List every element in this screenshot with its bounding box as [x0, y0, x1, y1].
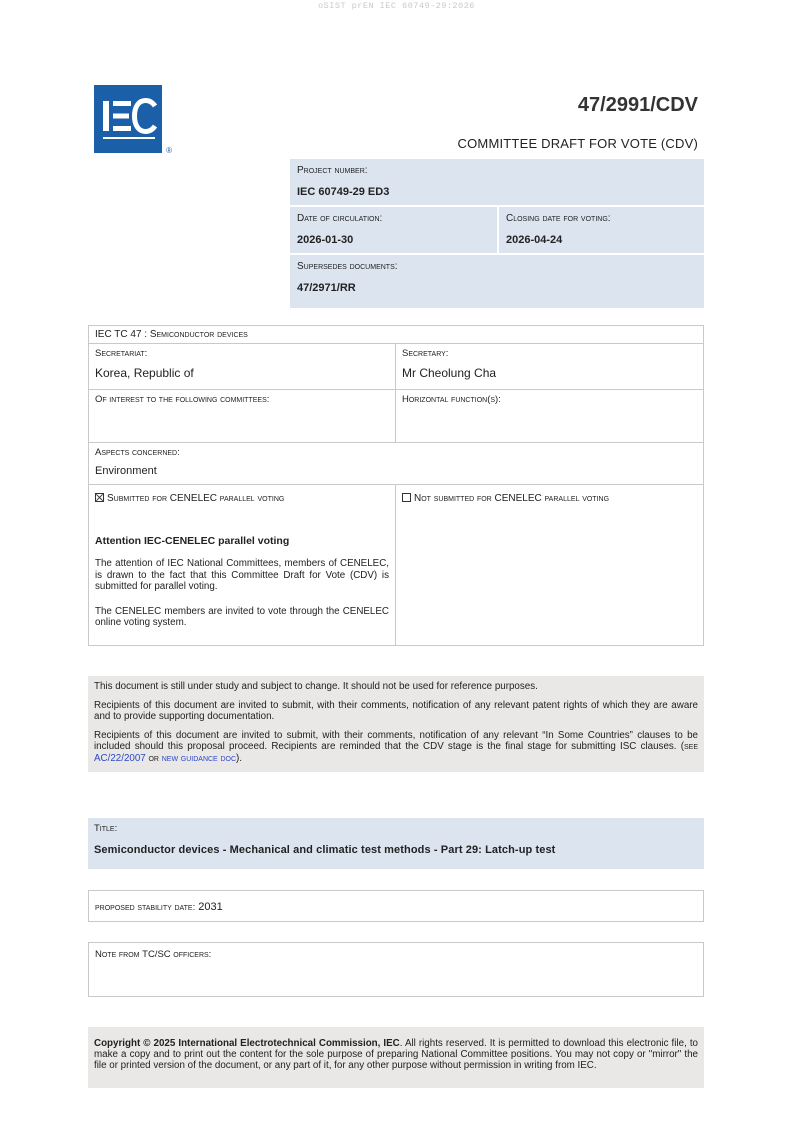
- circulation-date-label: Date of circulation:: [297, 213, 383, 224]
- watermark: oSIST prEN IEC 60749-29:2026: [318, 1, 475, 11]
- aspects-value: Environment: [95, 465, 157, 477]
- horizontal-label: Horizontal function(s):: [402, 394, 501, 405]
- project-number-label: Project number:: [297, 165, 368, 176]
- stability-label: proposed stability date:: [95, 902, 196, 913]
- secretary-cell: [396, 344, 703, 389]
- copyright-bold: Copyright © 2025 International Electrotechnical Commission, IEC: [94, 1038, 400, 1049]
- circulation-date: 2026-01-30: [297, 234, 354, 246]
- closing-date: 2026-04-24: [506, 234, 563, 246]
- interest-cell: [89, 390, 396, 442]
- secretariat-label: Secretariat:: [95, 348, 148, 359]
- copyright-text: . All rights reserved. It is permitted to download this electronic file, to make a copy and to print out the content for the sole purpose of preparing National Committee positions. You may not copy or "mirror" the file or printed version of the document, or any part of it, for any other purpose without permission in writing from IEC.: [94, 1038, 698, 1072]
- project-info-box: [290, 159, 704, 308]
- see-text: see: [683, 741, 698, 752]
- supersedes-label: Supersedes documents:: [297, 261, 398, 272]
- stability-box: [88, 890, 704, 922]
- notice-paragraph-2: Recipients of this document are invited to submit, with their comments, notification of any relevant patent rights of which they are aware and to provide supporting documentation.: [94, 699, 698, 722]
- attention-title: Attention IEC-CENELEC parallel voting: [95, 535, 290, 547]
- submitted-label-c: parallel voting: [217, 493, 285, 504]
- or-text: or: [148, 752, 159, 764]
- committee-table: [88, 325, 704, 646]
- note-box: [88, 942, 704, 997]
- supersedes-row: [290, 255, 704, 308]
- secretariat-row: [89, 344, 703, 390]
- notice-paragraph-3: [94, 730, 698, 765]
- interest-label: Of interest to the following committees:: [95, 394, 270, 405]
- document-type: COMMITTEE DRAFT FOR VOTE (CDV): [457, 136, 698, 151]
- notice-paragraph-3-text: Recipients of this document are invited to submit, with their comments, notification of any relevant “In Some Countries” clauses to be included should this proposal proceed. Recipients are reminded that the CDV stage is the final stage for submitting ISC clauses. (: [94, 729, 698, 752]
- note-label-c: officers:: [170, 949, 212, 960]
- aspects-cell: [89, 443, 703, 483]
- secretariat-cell: [89, 344, 396, 389]
- committee-prefix: IEC TC 47 :: [95, 329, 150, 340]
- registered-mark: ®: [166, 146, 172, 155]
- not-submitted-label-c: parallel voting: [541, 493, 610, 504]
- stability-value: 2031: [198, 901, 223, 913]
- note-label: [95, 949, 697, 961]
- aspects-row: [89, 443, 703, 485]
- not-submitted-checkbox[interactable]: [402, 493, 411, 502]
- secretariat-value: Korea, Republic of: [95, 366, 194, 380]
- document-title: Semiconductor devices - Mechanical and climatic test methods - Part 29: Latch-up test: [94, 844, 556, 856]
- committee-name: Semiconductor devices: [149, 329, 248, 340]
- new-guidance-doc-link[interactable]: new guidance doc: [161, 752, 236, 764]
- iec-logo-mark: [94, 85, 162, 153]
- committee-cell: [89, 326, 703, 343]
- copyright-box: [88, 1027, 704, 1088]
- committee-row: [89, 326, 703, 344]
- notice-box: [88, 676, 704, 772]
- notice-paragraph-1: This document is still under study and subject to change. It should not be used for reference purposes.: [94, 681, 538, 692]
- ac-22-2007-link[interactable]: AC/22/2007: [94, 752, 146, 764]
- cenelec-row: [89, 485, 703, 645]
- project-number-row: [290, 159, 704, 207]
- note-label-b: TC/SC: [142, 949, 171, 960]
- note-label-a: Note from: [95, 949, 143, 960]
- notice-end: ).: [236, 752, 242, 764]
- title-label: Title:: [94, 823, 118, 834]
- project-number: IEC 60749-29 ED3: [297, 186, 390, 198]
- submitted-checkbox[interactable]: [95, 493, 104, 502]
- title-box: [88, 818, 704, 869]
- document-number: 47/2991/CDV: [577, 94, 698, 116]
- submitted-label-a: Submitted for: [107, 493, 170, 504]
- not-submitted-cell: [396, 485, 703, 645]
- attention-paragraph-1: The attention of IEC National Committees, members of CENELEC, is drawn to the fact that this Committee Draft for Vote (CDV) is submitted for parallel voting.: [95, 558, 389, 592]
- secretary-label: Secretary:: [402, 348, 449, 359]
- attention-paragraph-2: The CENELEC members are invited to vote through the CENELEC online voting system.: [95, 605, 389, 628]
- closing-cell: [497, 207, 704, 253]
- submitted-cell: [89, 485, 396, 645]
- submitted-label-b: CENELEC: [169, 493, 218, 504]
- dates-row: [290, 207, 704, 255]
- circulation-cell: [290, 207, 497, 253]
- not-submitted-label-a: Not submitted for: [414, 493, 495, 504]
- interest-row: [89, 390, 703, 443]
- not-submitted-label-b: CENELEC: [494, 493, 542, 504]
- not-submitted-option: [402, 493, 697, 505]
- iec-logo: [94, 85, 172, 155]
- closing-date-label: Closing date for voting:: [506, 213, 611, 224]
- aspects-label: Aspects concerned:: [95, 447, 180, 458]
- secretary-value: Mr Cheolung Cha: [402, 366, 497, 380]
- supersedes-value: 47/2971/RR: [297, 282, 356, 294]
- horizontal-cell: [396, 390, 703, 442]
- submitted-option: [95, 493, 389, 505]
